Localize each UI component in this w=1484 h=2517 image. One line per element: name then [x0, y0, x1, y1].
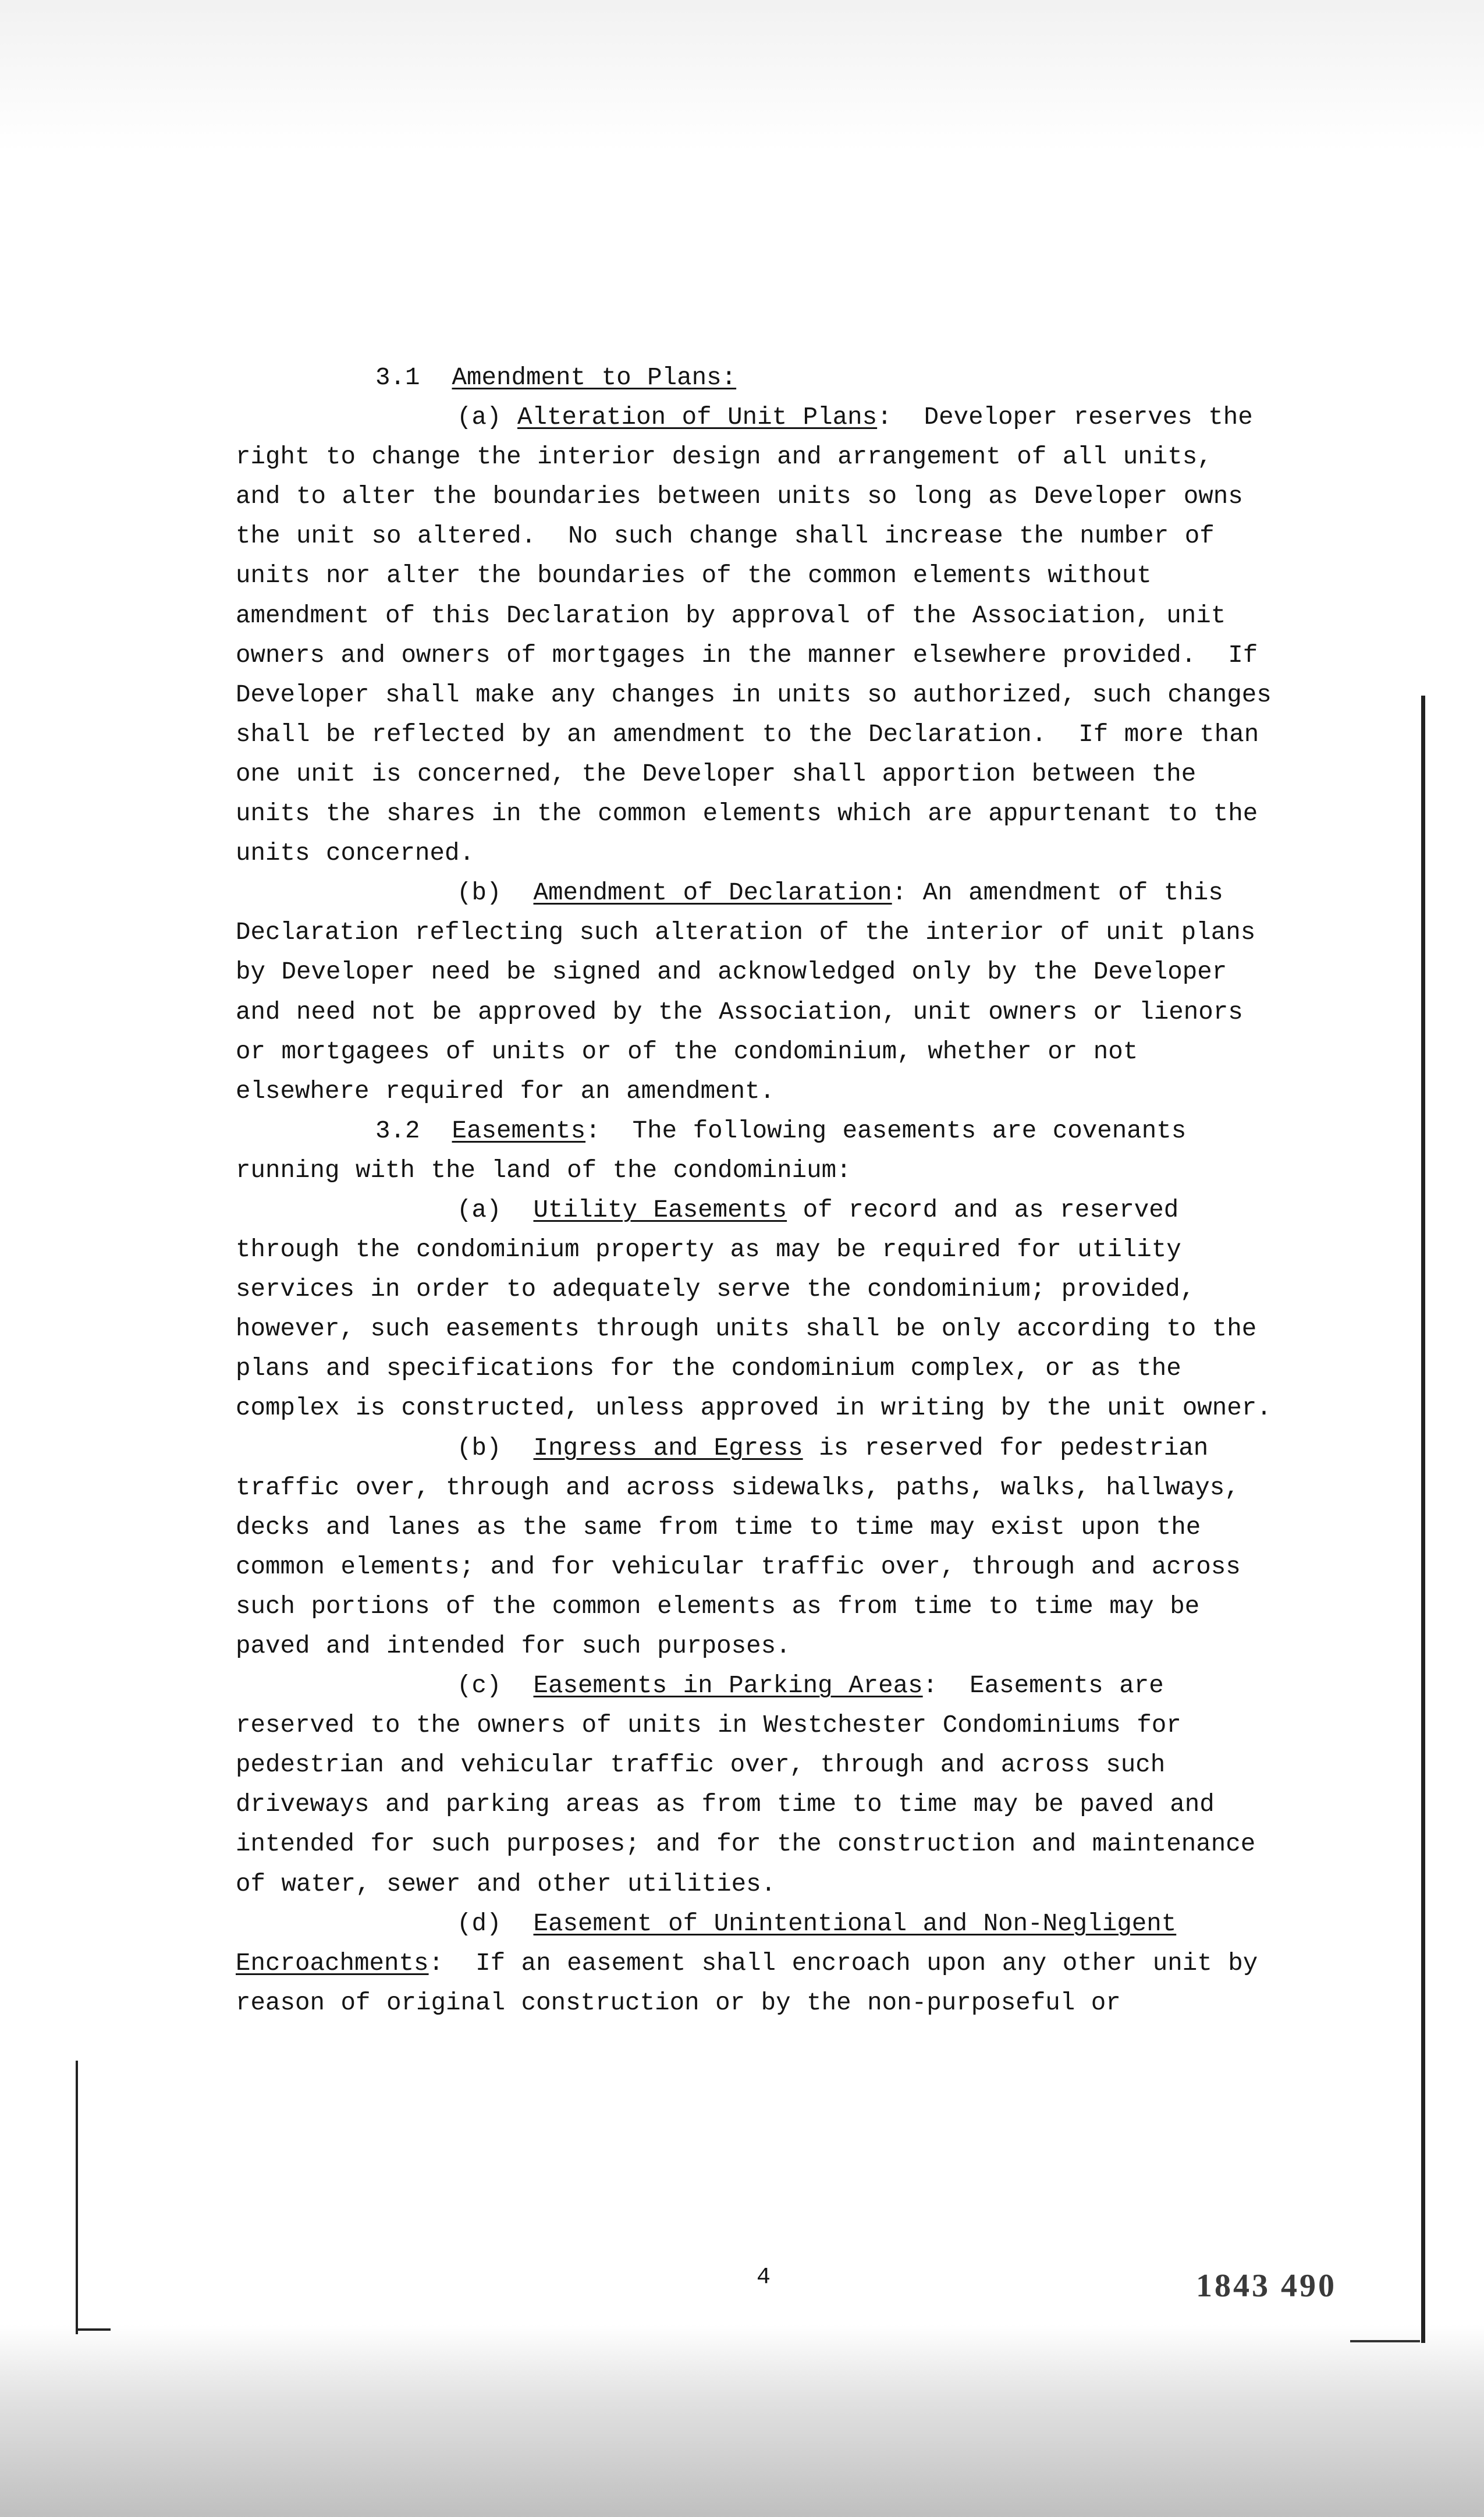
recording-stamp-number: 1843 490	[1196, 2268, 1337, 2304]
item-title: Amendment of Declaration	[533, 879, 892, 907]
item-title-continued: Encroachments	[236, 1949, 429, 1977]
scan-shadow-bottom	[0, 2325, 1484, 2517]
left-margin-line	[76, 2061, 78, 2334]
left-margin-tick	[76, 2328, 111, 2331]
paragraph-3-1-a	[236, 398, 1288, 873]
item-label: (a)	[457, 1196, 502, 1224]
item-title: Utility Easements	[533, 1196, 787, 1224]
section-title: Easements	[452, 1116, 586, 1145]
right-margin-line	[1421, 696, 1425, 2343]
section-title: Amendment to Plans:	[452, 364, 737, 392]
paragraph-3-2-c	[236, 1666, 1272, 1904]
document-page	[236, 358, 1288, 2023]
page-number: 4	[757, 2264, 771, 2291]
section-text: : The following easements are covenants running with the land of the condominium:	[236, 1116, 1202, 1185]
item-text: : If an easement shall encroach upon any other unit by reason of original construction or by the non-purposeful or	[236, 1949, 1274, 2017]
paragraph-3-2-a	[236, 1190, 1272, 1428]
item-label: (c)	[457, 1672, 502, 1700]
item-label: (a)	[457, 403, 502, 432]
section-number: 3.1	[375, 364, 420, 392]
item-title: Easement of Unintentional and Non-Negligent	[533, 1909, 1177, 1938]
item-label: (b)	[457, 879, 502, 907]
section-3-2-heading	[236, 1111, 1272, 1190]
item-title: Alteration of Unit Plans	[517, 403, 878, 432]
right-margin-tick	[1350, 2340, 1420, 2342]
paragraph-3-2-d	[236, 1904, 1272, 2023]
paragraph-3-2-b	[236, 1428, 1272, 1667]
item-label: (d)	[457, 1909, 502, 1938]
section-3-1-heading	[236, 358, 1272, 398]
item-title: Easements in Parking Areas	[533, 1672, 923, 1700]
item-title: Ingress and Egress	[533, 1434, 803, 1462]
scan-shadow-top	[0, 0, 1484, 151]
section-number: 3.2	[375, 1116, 420, 1145]
item-text: : Easements are reserved to the owners of units in Westchester Condominiums for pedestrian and vehicular traffic over, through and across such driveways and parking areas as from time to time may be paved and intended for such purposes; and for the construction and maintenance of water, sewer and other utilities.	[236, 1672, 1272, 1898]
item-text: : An amendment of this Declaration reflecting such alteration of the interior of unit plans by Developer need be signed and acknowledged only by the Developer and need not be approved by the Association, unit owners or lienors or mortgagees of units or of the condominium, whether or not elsewhere required for an amendment.	[236, 879, 1272, 1105]
item-text: of record and as reserved through the condominium property as may be required for utility services in order to adequately serve the condominium; provided, however, such easements through units shall be only according to the plans and specifications for the condominium complex, or as the complex is constructed, unless approved in writing by the unit owner.	[236, 1196, 1273, 1423]
paragraph-3-1-b	[236, 873, 1272, 1111]
item-text: is reserved for pedestrian traffic over, through and across sidewalks, paths, walks, hallways, decks and lanes as the same from time to time may exist upon the common elements; and for vehicular traffic over, through and across such portions of the common elements as from time to time may be paved and intended for such purposes.	[236, 1434, 1257, 1660]
item-text: : Developer reserves the right to change the interior design and arrangement of all units, and to alter the boundaries between units so long as Developer owns the unit so altered. No such change shall increase the number of units nor alter the boundaries of the common elements without amendment of this Declaration by approval of the Association, unit owners and owners of mortgages in the manner elsewhere provided. If Developer shall make any changes in units so authorized, such changes shall be reflected by an amendment to the Declaration. If more than one unit is concerned, the Developer shall apportion between the units the shares in the common elements which are appurtenant to the units concerned.	[236, 403, 1288, 868]
item-label: (b)	[457, 1434, 502, 1462]
